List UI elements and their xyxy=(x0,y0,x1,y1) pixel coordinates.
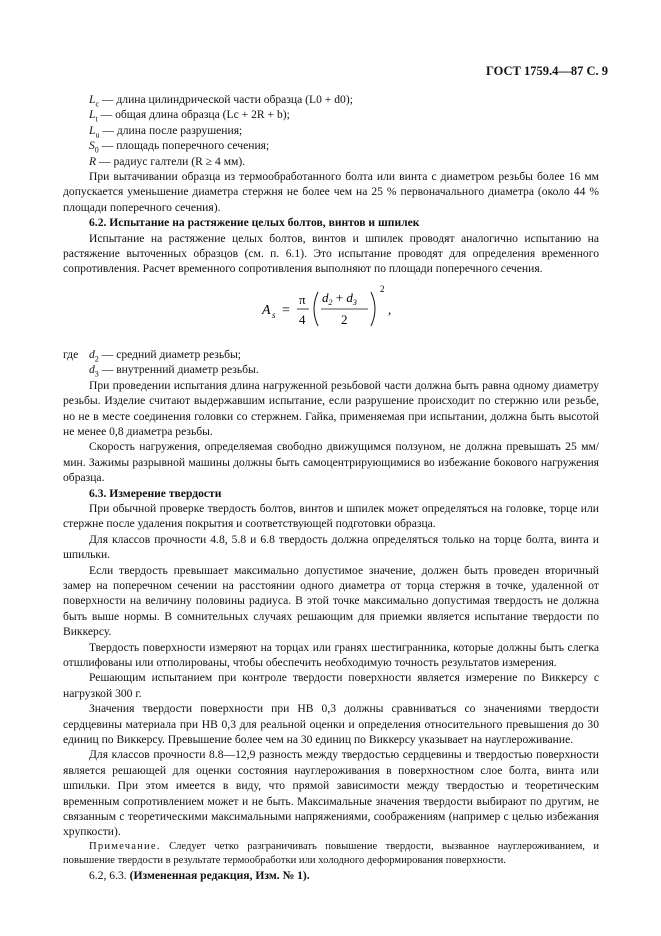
variable-symbol: d xyxy=(89,347,95,361)
variable-symbol: d xyxy=(89,363,95,377)
section-6-2-paragraph-2: При проведении испытания длина нагруженной резьбовой части должна быть равна одному диаметру резьбы. Изделие считают выдержавшим испытание, если разрушение происходит по стержню или резьбе, но не в месте соединения головки со стержнем. Гайка, применяемая при испытании, должна быть высотой не менее 0,8 диаметра резьбы. xyxy=(63,378,599,438)
formula-right-paren xyxy=(371,292,375,326)
section-6-2-paragraph-3: Скорость нагружения, определяемая свободно движущимся ползуном, не должна превышать 25 мм/мин. Зажимы разрывной машины должны быть самоцентрирующимися во избежание бокового нагружения образца. xyxy=(63,440,599,485)
definition-symbol: L xyxy=(89,123,96,137)
definition-text: — общая длина образца (Lc + 2R + b); xyxy=(97,108,290,122)
definition-symbol: L xyxy=(89,108,96,122)
definition-item xyxy=(89,92,599,107)
note-text: Следует четко разграничивать повышение твердости, вызванное науглероживанием, и повышение твердости в результате термообработки или холодного деформирования поверхности. xyxy=(63,840,599,866)
definition-text: — длина после разрушения; xyxy=(99,123,243,137)
variable-subscript: 2 xyxy=(94,354,99,364)
section-6-3-paragraph: При обычной проверке твердость болтов, винтов и шпилек может определяться на головке, торце или стержне после удаления покрытия и соответствующей подготовки образца. xyxy=(63,501,599,531)
section-6-2-paragraph-1: Испытание на растяжение целых болтов, винтов и шпилек проводят аналогично испытанию на растяжение выточенных образцов (см. п. 6.1). Это испытание проводят для определения временного сопротивления. Расчет временного сопротивления выполняют по площади поперечного сечения. xyxy=(63,231,599,276)
definition-symbol: R xyxy=(89,154,97,168)
formula-pi: π xyxy=(299,291,306,307)
definition-symbol: L xyxy=(89,93,96,106)
paragraph-turning: При вытачивании образца из термообработанного болта или винта с диаметром резьбы более 16 мм допускается уменьшение диаметра стержня не более чем на 25 % первоначального диаметра (около 44 % площади поперечного сечения). xyxy=(63,170,599,214)
note xyxy=(63,840,599,868)
section-6-3-paragraph: Если твердость превышает максимально допустимое значение, должен быть проведен вторичный замер на поперечном сечении на расстоянии одного диаметра от торца стержня в точке, удаленной от поверхности на величину половины радиуса. В этой точке максимально допустимая твердость не должна быть выше нормы. В сомнительных случаях решающим для приемки является испытание твердости по Виккерсу. xyxy=(63,563,599,639)
section-6-3-paragraph: Решающим испытанием при контроле твердости поверхности является измерение по Виккерсу с нагрузкой 300 г. xyxy=(63,671,599,700)
area-formula-graphic xyxy=(256,280,406,340)
formula-left-paren xyxy=(314,292,318,326)
definition-text: — площадь поперечного сечения; xyxy=(98,139,270,153)
section-6-3-paragraph: Для классов прочности 8.8—12,9 разность между твердостью сердцевины и твердостью поверхности является решающей для оценки состояния науглероживания в поверхностном слое болта, винта или шпильки. При этом имеется в виду, что прямой зависимости между твердостью и теоретическим временным сопротивлением может и не быть. Максимальные значения твердости выбирают по другим, не связанным с теоретическими максимальными напряжениями, соображениям (например с целью избежания хрупкости). xyxy=(63,748,599,839)
section-6-3-paragraph: Для классов прочности 4.8, 5.8 и 6.8 твердость должна определяться только на торце болта, винта и шпильки. xyxy=(63,532,599,562)
definition-item xyxy=(89,138,599,153)
definition-item xyxy=(89,123,599,138)
variable-subscript: 3 xyxy=(94,369,99,379)
definition-symbol: S xyxy=(89,139,95,153)
variable-item xyxy=(89,362,259,377)
variable-text: — внутренний диаметр резьбы. xyxy=(98,363,259,377)
section-6-3-heading: 6.3. Измерение твердости xyxy=(89,486,222,500)
definition-subscript: u xyxy=(95,130,100,140)
definition-subscript: c xyxy=(95,99,100,109)
editorial-change xyxy=(63,868,599,883)
definition-item xyxy=(89,107,599,122)
formula-lhs: A xyxy=(262,302,271,318)
definition-text: — длина цилиндрической части образца (L0 + d0); xyxy=(99,93,353,106)
definition-subscript: 0 xyxy=(94,145,99,155)
page-header: ГОСТ 1759.4—87 С. 9 xyxy=(485,64,608,78)
page-content xyxy=(63,92,599,883)
note-label: Примечание. xyxy=(89,840,161,852)
definitions-list xyxy=(63,92,599,169)
area-formula xyxy=(63,279,599,341)
formula-comma: , xyxy=(388,301,392,317)
section-6-2-heading: 6.2. Испытание на растяжение целых болтов, винтов и шпилек xyxy=(89,216,420,230)
variables-list xyxy=(89,347,259,378)
where-label: где xyxy=(63,347,79,361)
formula-exponent: 2 xyxy=(380,283,385,294)
section-6-3-paragraph: Значения твердости поверхности при HB 0,3 должны сравниваться со значениями твердости сердцевины материала при HB 0,3 для реальной оценки и определения относительного превышения до 30 единиц по Виккерсу. Превышение более чем на 30 единиц по Виккерсу указывает на науглероживание. xyxy=(63,702,599,747)
where-block xyxy=(63,347,599,378)
definition-subscript: t xyxy=(95,114,98,124)
formula-numerator: $d_2 + d_3$ xyxy=(322,289,357,307)
variable-item xyxy=(89,347,259,362)
definition-item xyxy=(89,154,599,169)
formula-denominator: 2 xyxy=(341,311,348,327)
editorial-prefix: 6.2, 6.3. xyxy=(89,868,130,882)
formula-lhs-sub: s xyxy=(272,309,276,320)
editorial-bold: (Измененная редакция, Изм. № 1). xyxy=(129,868,310,882)
formula-four: 4 xyxy=(299,311,306,327)
section-6-3-paragraphs xyxy=(63,501,599,840)
section-6-3-paragraph: Твердость поверхности измеряют на торцах или гранях шестигранника, которые должны быть слегка отшлифованы или отполированы, чтобы обеспечить необходимую точность результатов измерения. xyxy=(63,640,599,669)
variable-text: — средний диаметр резьбы; xyxy=(98,347,242,361)
formula-equals: = xyxy=(282,302,290,318)
definition-text: — радиус галтели (R ≥ 4 мм). xyxy=(96,154,246,168)
